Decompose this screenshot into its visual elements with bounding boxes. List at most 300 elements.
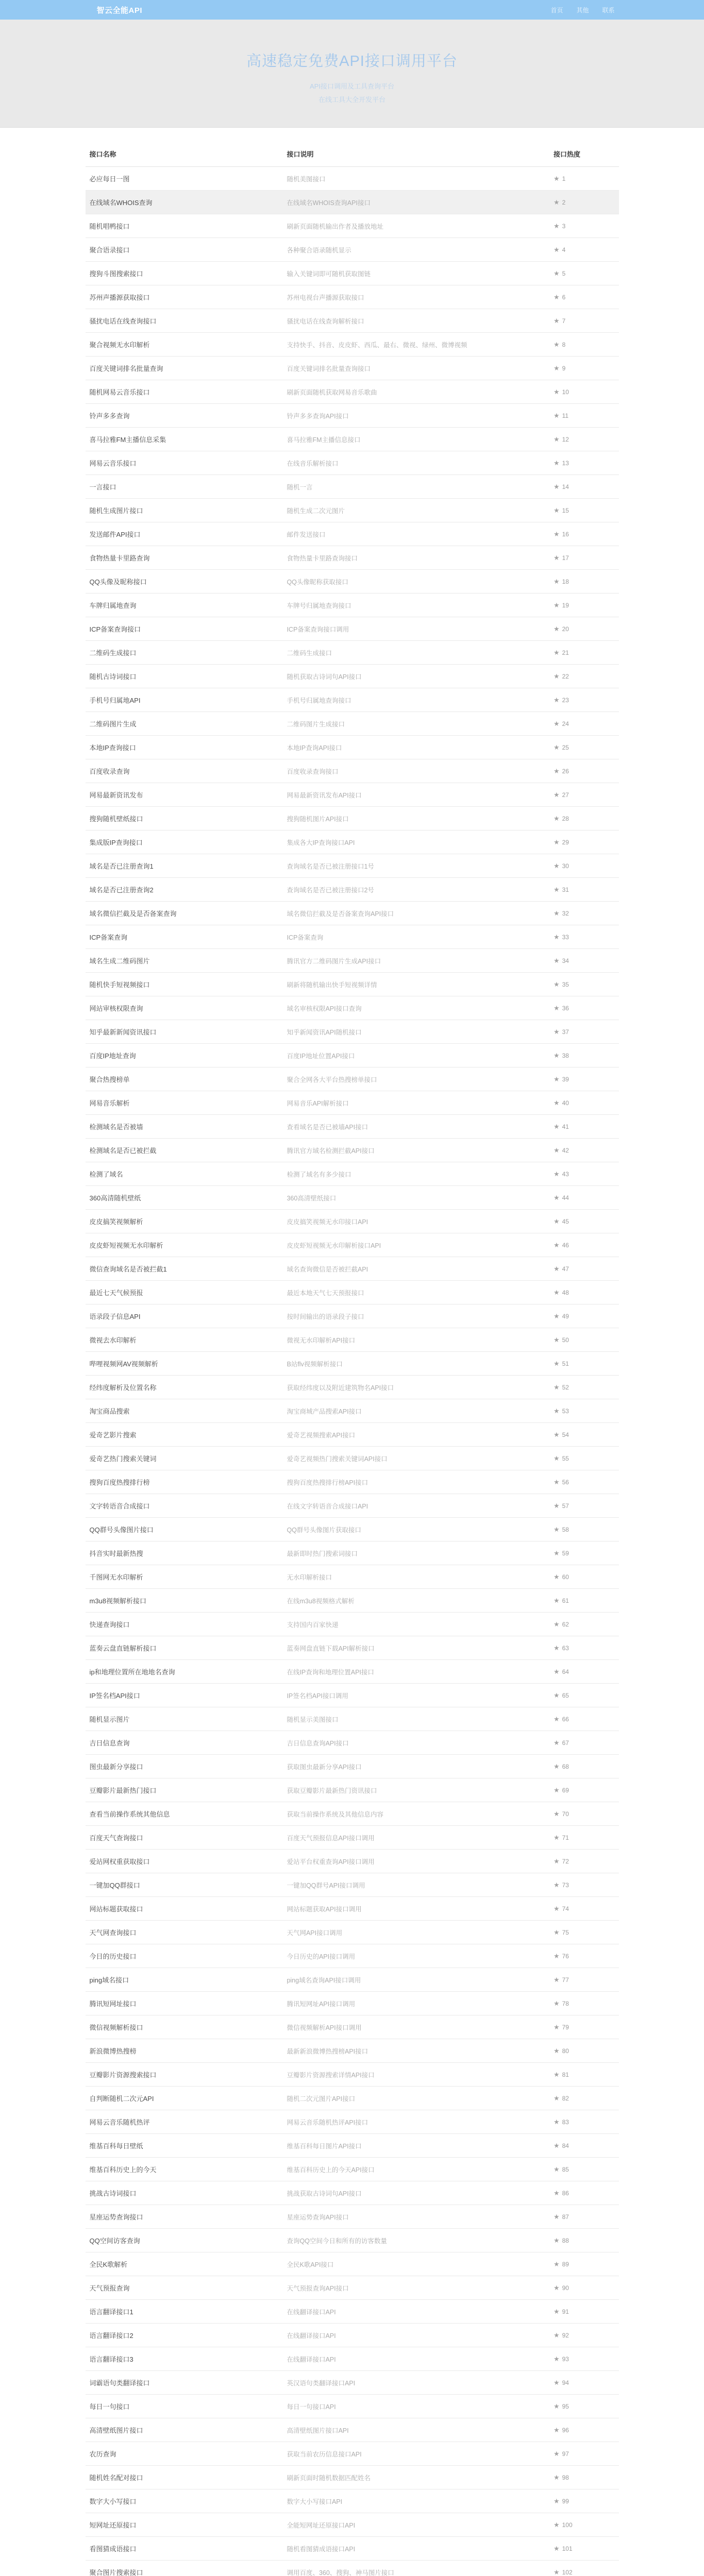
hot-count: 67 <box>562 1739 569 1747</box>
api-row[interactable] <box>86 2181 619 2205</box>
api-name[interactable]: 搜狗百度热搜排行榜 <box>86 1470 283 1494</box>
api-row[interactable] <box>86 546 619 570</box>
api-row[interactable] <box>86 214 619 238</box>
api-row[interactable] <box>86 1613 619 1636</box>
api-name[interactable]: 短网址还原接口 <box>86 2513 283 2537</box>
api-hot-cell <box>549 2489 619 2513</box>
api-hot-cell <box>549 2205 619 2229</box>
star-icon: ★ <box>554 2355 560 2363</box>
api-hot-cell <box>549 759 619 783</box>
hot-count: 1 <box>562 175 566 182</box>
api-name[interactable]: 车牌归属地查询 <box>86 594 283 617</box>
api-name[interactable]: 骚扰电话在线查询接口 <box>86 309 283 333</box>
api-row[interactable] <box>86 759 619 783</box>
nav-item-contact[interactable]: 联系 <box>602 6 614 14</box>
api-row[interactable] <box>86 641 619 665</box>
api-name[interactable]: 手机号归属地API <box>86 688 283 712</box>
api-name[interactable]: 蓝奏云盘直链解析接口 <box>86 1636 283 1660</box>
api-name[interactable]: 域名是否已注册查询1 <box>86 854 283 878</box>
api-name[interactable]: QQ头像及昵称接口 <box>86 570 283 594</box>
api-name[interactable]: 聚合热搜榜单 <box>86 1067 283 1091</box>
hot-count: 17 <box>562 554 569 562</box>
hot-count: 84 <box>562 2142 569 2149</box>
star-icon: ★ <box>554 412 560 419</box>
api-row[interactable] <box>86 2561 619 2576</box>
api-name[interactable]: 新浪微博热搜榜 <box>86 2039 283 2063</box>
api-name[interactable]: 搜狗斗图搜索接口 <box>86 262 283 285</box>
api-row[interactable] <box>86 2537 619 2561</box>
api-name[interactable]: 二维码生成接口 <box>86 641 283 665</box>
api-name[interactable]: 爱奇艺影片搜索 <box>86 1423 283 1447</box>
api-name[interactable]: 语言翻译接口2 <box>86 2324 283 2347</box>
api-row[interactable] <box>86 2229 619 2252</box>
api-name[interactable]: 文字转语音合成接口 <box>86 1494 283 1518</box>
api-row[interactable] <box>86 2395 619 2418</box>
api-description: 骚扰电话在线查询解析接口 <box>282 309 549 333</box>
api-name[interactable]: 腾讯短网址接口 <box>86 1992 283 2015</box>
api-row[interactable] <box>86 1684 619 1707</box>
api-row[interactable] <box>86 2324 619 2347</box>
api-name[interactable]: 聚合语录接口 <box>86 238 283 262</box>
api-description: 邮件发送接口 <box>282 522 549 546</box>
api-row[interactable] <box>86 1921 619 1944</box>
api-name[interactable]: 网易音乐解析 <box>86 1091 283 1115</box>
api-name[interactable]: 百度IP地址查询 <box>86 1044 283 1067</box>
hot-count: 76 <box>562 1953 569 1960</box>
hot-count: 78 <box>562 2000 569 2007</box>
api-name[interactable]: 词霸语句类翻译接口 <box>86 2371 283 2395</box>
api-name[interactable]: 维基百科历史上的今天 <box>86 2158 283 2181</box>
api-name[interactable]: 快递查询接口 <box>86 1613 283 1636</box>
api-name[interactable]: 域名微信拦截及是否备案查询 <box>86 902 283 925</box>
api-row[interactable] <box>86 712 619 736</box>
api-name[interactable]: 每日一句接口 <box>86 2395 283 2418</box>
api-row[interactable] <box>86 2039 619 2063</box>
star-icon: ★ <box>554 578 560 585</box>
api-name[interactable]: 域名是否已注册查询2 <box>86 878 283 902</box>
api-name[interactable]: 全民K歌解析 <box>86 2252 283 2276</box>
api-name[interactable]: 看图猜成语接口 <box>86 2537 283 2561</box>
api-hot-cell <box>549 262 619 285</box>
api-name[interactable]: ip和地理位置所在地地名查询 <box>86 1660 283 1684</box>
api-hot-cell <box>549 214 619 238</box>
hot-count: 91 <box>562 2308 569 2315</box>
star-icon: ★ <box>554 601 560 609</box>
api-hot-cell <box>549 380 619 404</box>
api-name[interactable]: ICP备案查询 <box>86 925 283 949</box>
hot-count: 101 <box>562 2545 573 2552</box>
api-name[interactable]: 最近七天气候预报 <box>86 1281 283 1304</box>
api-hot-cell <box>549 285 619 309</box>
api-description: 域名微信拦截及是否备案查询API接口 <box>282 902 549 925</box>
api-row[interactable] <box>86 973 619 996</box>
api-row[interactable] <box>86 1162 619 1186</box>
api-name[interactable]: 随机网易云音乐接口 <box>86 380 283 404</box>
hot-count: 42 <box>562 1147 569 1154</box>
star-icon: ★ <box>554 1834 560 1841</box>
api-name[interactable]: 自判断随机二次元API <box>86 2087 283 2110</box>
api-row[interactable] <box>86 1352 619 1376</box>
star-icon: ★ <box>554 1644 560 1652</box>
api-hot-cell <box>549 996 619 1020</box>
hot-count: 44 <box>562 1194 569 1201</box>
api-row[interactable] <box>86 925 619 949</box>
api-row[interactable] <box>86 1091 619 1115</box>
api-name[interactable]: 网易最新资讯发布 <box>86 783 283 807</box>
api-hot-cell <box>549 1755 619 1778</box>
api-name[interactable]: 爱奇艺热门搜索关键词 <box>86 1447 283 1470</box>
api-row[interactable] <box>86 1257 619 1281</box>
api-row[interactable] <box>86 238 619 262</box>
star-icon: ★ <box>554 2094 560 2102</box>
api-name[interactable]: IP签名档API接口 <box>86 1684 283 1707</box>
api-row[interactable] <box>86 333 619 357</box>
hot-count: 69 <box>562 1787 569 1794</box>
api-name[interactable]: 一言接口 <box>86 475 283 499</box>
api-row[interactable] <box>86 688 619 712</box>
api-row[interactable] <box>86 2134 619 2158</box>
site-logo[interactable]: 智云全能API <box>86 5 143 15</box>
api-row[interactable] <box>86 1186 619 1210</box>
api-name[interactable]: 微视去水印解析 <box>86 1328 283 1352</box>
api-name[interactable]: 皮皮搞笑视频解析 <box>86 1210 283 1233</box>
api-description: ICP备案查询 <box>282 925 549 949</box>
api-row[interactable] <box>86 1233 619 1257</box>
api-description: 天气预报查询API接口 <box>282 2276 549 2300</box>
api-row[interactable] <box>86 617 619 641</box>
api-name[interactable]: 哔哩视频网AV视频解析 <box>86 1352 283 1376</box>
api-name[interactable]: 铃声多多查询 <box>86 404 283 428</box>
api-row[interactable] <box>86 2252 619 2276</box>
star-icon: ★ <box>554 1857 560 1865</box>
api-description: 皮皮虾短视频无水印解析接口API <box>282 1233 549 1257</box>
api-row[interactable] <box>86 2110 619 2134</box>
hot-count: 96 <box>562 2427 569 2434</box>
hot-count: 40 <box>562 1099 569 1107</box>
api-name[interactable]: 查看当前操作系统其他信息 <box>86 1802 283 1826</box>
nav-item-home[interactable]: 首页 <box>550 6 563 14</box>
api-row[interactable] <box>86 1944 619 1968</box>
api-row[interactable] <box>86 1897 619 1921</box>
api-hot-cell <box>549 1636 619 1660</box>
api-row[interactable] <box>86 499 619 522</box>
api-row[interactable] <box>86 2276 619 2300</box>
hot-count: 19 <box>562 602 569 609</box>
api-row[interactable] <box>86 665 619 688</box>
api-name[interactable]: 发送邮件API接口 <box>86 522 283 546</box>
api-description: 刷新将随机输出快手短视频详情 <box>282 973 549 996</box>
api-hot-cell <box>549 404 619 428</box>
api-name[interactable]: 挑战古诗词接口 <box>86 2181 283 2205</box>
api-description: 腾讯短网址API接口调用 <box>282 1992 549 2015</box>
api-row[interactable] <box>86 736 619 759</box>
hero-subtitle-1: API接口调用及工具查询平台 <box>0 80 704 93</box>
api-row[interactable] <box>86 1565 619 1589</box>
api-description: 百度关键词排名批量查询接口 <box>282 357 549 380</box>
hot-count: 15 <box>562 507 569 514</box>
api-row[interactable] <box>86 285 619 309</box>
api-hot-cell <box>549 167 619 191</box>
api-row[interactable] <box>86 1304 619 1328</box>
hot-count: 75 <box>562 1929 569 1936</box>
api-name[interactable]: 检测域名是否已被拦截 <box>86 1139 283 1162</box>
api-row[interactable] <box>86 949 619 973</box>
api-name[interactable]: 必应每日一图 <box>86 167 283 191</box>
api-row[interactable] <box>86 854 619 878</box>
hot-count: 82 <box>562 2095 569 2102</box>
api-name[interactable]: 随机显示图片 <box>86 1707 283 1731</box>
api-name[interactable]: 高清壁纸图片接口 <box>86 2418 283 2442</box>
api-name[interactable]: 语录段子信息API <box>86 1304 283 1328</box>
api-name[interactable]: 豆瓣影片资源搜索接口 <box>86 2063 283 2087</box>
api-name[interactable]: 百度关键词排名批量查询 <box>86 357 283 380</box>
api-row[interactable] <box>86 1067 619 1091</box>
api-name[interactable]: 聚合视频无水印解析 <box>86 333 283 357</box>
api-row[interactable] <box>86 1470 619 1494</box>
api-name[interactable]: 数字大小写接口 <box>86 2489 283 2513</box>
hot-count: 9 <box>562 365 566 372</box>
api-row[interactable] <box>86 1802 619 1826</box>
star-icon: ★ <box>554 696 560 704</box>
api-row[interactable] <box>86 1328 619 1352</box>
api-row[interactable] <box>86 1992 619 2015</box>
api-hot-cell <box>549 1589 619 1613</box>
api-row[interactable] <box>86 594 619 617</box>
api-name[interactable]: 吉日信息查询 <box>86 1731 283 1755</box>
api-row[interactable] <box>86 570 619 594</box>
api-name[interactable]: 集成版IP查询接口 <box>86 831 283 854</box>
api-row[interactable] <box>86 1447 619 1470</box>
api-row[interactable] <box>86 2015 619 2039</box>
hot-count: 34 <box>562 957 569 964</box>
api-row[interactable] <box>86 1115 619 1139</box>
api-row[interactable] <box>86 1281 619 1304</box>
api-row[interactable] <box>86 1755 619 1778</box>
api-name[interactable]: 经纬度解析及位置名称 <box>86 1376 283 1399</box>
hot-count: 73 <box>562 1882 569 1889</box>
api-row[interactable] <box>86 783 619 807</box>
api-description: 查询域名是否已被注册接口1号 <box>282 854 549 878</box>
api-description: 英汉语句类翻译接口API <box>282 2371 549 2395</box>
api-row[interactable] <box>86 167 619 191</box>
api-hot-cell <box>549 1091 619 1115</box>
api-name[interactable]: 天气预报查询 <box>86 2276 283 2300</box>
api-row[interactable] <box>86 2063 619 2087</box>
hot-count: 2 <box>562 199 566 206</box>
api-row[interactable] <box>86 1731 619 1755</box>
api-row[interactable] <box>86 1210 619 1233</box>
api-row[interactable] <box>86 1826 619 1850</box>
api-description: 数字大小写接口API <box>282 2489 549 2513</box>
nav-item-other[interactable]: 其他 <box>576 6 589 14</box>
api-name[interactable]: 知乎最新新闻资讯接口 <box>86 1020 283 1044</box>
api-description: 检测了域名有多少接口 <box>282 1162 549 1186</box>
api-hot-cell <box>549 1162 619 1186</box>
api-row[interactable] <box>86 1707 619 1731</box>
api-row[interactable] <box>86 1399 619 1423</box>
api-hot-cell <box>549 2134 619 2158</box>
api-row[interactable] <box>86 831 619 854</box>
api-name[interactable]: 语言翻译接口3 <box>86 2347 283 2371</box>
api-row[interactable] <box>86 1518 619 1541</box>
api-row[interactable] <box>86 1660 619 1684</box>
api-row[interactable] <box>86 1850 619 1873</box>
api-row[interactable] <box>86 1494 619 1518</box>
api-name[interactable]: 本地IP查询接口 <box>86 736 283 759</box>
hot-count: 87 <box>562 2213 569 2221</box>
api-row[interactable] <box>86 2418 619 2442</box>
api-name[interactable]: 百度收录查询 <box>86 759 283 783</box>
api-row[interactable] <box>86 1873 619 1897</box>
api-row[interactable] <box>86 807 619 831</box>
top-navbar <box>0 0 704 20</box>
api-name[interactable]: ICP备案查询接口 <box>86 617 283 641</box>
api-row[interactable] <box>86 2371 619 2395</box>
api-description: 知乎新闻资讯API随机接口 <box>282 1020 549 1044</box>
api-name[interactable]: 网站标题获取接口 <box>86 1897 283 1921</box>
api-row[interactable] <box>86 1044 619 1067</box>
api-name[interactable]: 检测了域名 <box>86 1162 283 1186</box>
api-row[interactable] <box>86 2300 619 2324</box>
api-name[interactable]: QQ群号头像图片接口 <box>86 1518 283 1541</box>
star-icon: ★ <box>554 1478 560 1486</box>
api-row[interactable] <box>86 996 619 1020</box>
api-name[interactable]: 网易云音乐接口 <box>86 451 283 475</box>
star-icon: ★ <box>554 1976 560 1984</box>
hot-count: 74 <box>562 1905 569 1912</box>
api-row[interactable] <box>86 2158 619 2181</box>
star-icon: ★ <box>554 980 560 988</box>
api-row[interactable] <box>86 451 619 475</box>
star-icon: ★ <box>554 2236 560 2244</box>
api-name[interactable]: 淘宝商品搜索 <box>86 1399 283 1423</box>
api-name[interactable]: 在线域名WHOIS查询 <box>86 191 283 214</box>
api-row[interactable] <box>86 1020 619 1044</box>
api-name[interactable]: 随机古诗词接口 <box>86 665 283 688</box>
api-name[interactable]: 食物热量卡里路查询 <box>86 546 283 570</box>
api-row[interactable] <box>86 1778 619 1802</box>
api-row[interactable] <box>86 1376 619 1399</box>
star-icon: ★ <box>554 1905 560 1912</box>
api-row[interactable] <box>86 2205 619 2229</box>
api-name[interactable]: 随机生成图片接口 <box>86 499 283 522</box>
api-name[interactable]: 百度天气查询接口 <box>86 1826 283 1850</box>
api-name[interactable]: 千图网无水印解析 <box>86 1565 283 1589</box>
api-name[interactable]: 检测域名是否被墙 <box>86 1115 283 1139</box>
api-description: 在线m3u8视频格式解析 <box>282 1589 549 1613</box>
api-name[interactable]: 网易云音乐随机热评 <box>86 2110 283 2134</box>
api-name[interactable]: 星座运势查询接口 <box>86 2205 283 2229</box>
api-hot-cell <box>549 1613 619 1636</box>
api-row[interactable] <box>86 878 619 902</box>
star-icon: ★ <box>554 1360 560 1367</box>
api-row[interactable] <box>86 2466 619 2489</box>
api-hot-cell <box>549 594 619 617</box>
api-name[interactable]: 微信视频解析接口 <box>86 2015 283 2039</box>
star-icon: ★ <box>554 2023 560 2031</box>
api-name[interactable]: 360高清随机壁纸 <box>86 1186 283 1210</box>
api-row[interactable] <box>86 1423 619 1447</box>
api-row[interactable] <box>86 2489 619 2513</box>
column-header-1: 接口说明 <box>282 141 549 167</box>
api-row[interactable] <box>86 1139 619 1162</box>
api-name[interactable]: QQ空间访客查询 <box>86 2229 283 2252</box>
api-description: 支持国内百家快递 <box>282 1613 549 1636</box>
api-name[interactable]: ping域名接口 <box>86 1968 283 1992</box>
api-row[interactable] <box>86 309 619 333</box>
api-name[interactable]: 随机快手短视频接口 <box>86 973 283 996</box>
api-name[interactable]: 一键加QQ群接口 <box>86 1873 283 1897</box>
api-name[interactable]: 随机唱鸭接口 <box>86 214 283 238</box>
api-name[interactable]: 聚合图片搜索接口 <box>86 2561 283 2576</box>
api-row[interactable] <box>86 191 619 214</box>
api-row[interactable] <box>86 902 619 925</box>
star-icon: ★ <box>554 2047 560 2055</box>
api-row[interactable] <box>86 475 619 499</box>
api-row[interactable] <box>86 357 619 380</box>
api-name[interactable]: 维基百科每日壁纸 <box>86 2134 283 2158</box>
api-row[interactable] <box>86 2087 619 2110</box>
api-row[interactable] <box>86 404 619 428</box>
api-name[interactable]: 语言翻译接口1 <box>86 2300 283 2324</box>
api-row[interactable] <box>86 428 619 451</box>
api-name[interactable]: m3u8视频解析接口 <box>86 1589 283 1613</box>
api-name[interactable]: 随机姓名配对接口 <box>86 2466 283 2489</box>
api-name[interactable]: 天气网查询接口 <box>86 1921 283 1944</box>
hot-count: 45 <box>562 1218 569 1225</box>
hot-count: 47 <box>562 1265 569 1273</box>
hot-count: 102 <box>562 2569 573 2576</box>
api-name[interactable]: 喜马拉雅FM主播信息采集 <box>86 428 283 451</box>
api-table <box>86 141 619 2576</box>
api-name[interactable]: 爱站网权重获取接口 <box>86 1850 283 1873</box>
api-name[interactable]: 今日的历史接口 <box>86 1944 283 1968</box>
api-description: 随机看图猜成语接口API <box>282 2537 549 2561</box>
api-description: 网易最新资讯发布API接口 <box>282 783 549 807</box>
hot-count: 37 <box>562 1028 569 1036</box>
api-name[interactable]: 皮皮虾短视频无水印解析 <box>86 1233 283 1257</box>
api-row[interactable] <box>86 2347 619 2371</box>
hero-banner <box>0 20 704 128</box>
api-name[interactable]: 农历查询 <box>86 2442 283 2466</box>
api-row[interactable] <box>86 380 619 404</box>
hot-count: 16 <box>562 531 569 538</box>
api-name[interactable]: 网站审核权限查询 <box>86 996 283 1020</box>
api-name[interactable]: 苏州声播源获取接口 <box>86 285 283 309</box>
api-row[interactable] <box>86 2513 619 2537</box>
api-name[interactable]: 微信查询域名是否被拦截1 <box>86 1257 283 1281</box>
api-row[interactable] <box>86 1589 619 1613</box>
api-name[interactable]: 豆瓣影片最新热门接口 <box>86 1778 283 1802</box>
api-hot-cell <box>549 925 619 949</box>
api-row[interactable] <box>86 1541 619 1565</box>
api-row[interactable] <box>86 1968 619 1992</box>
api-description: 皮皮搞笑视频无水印接口API <box>282 1210 549 1233</box>
api-name[interactable]: 二维码图片生成 <box>86 712 283 736</box>
api-name[interactable]: 图虫最新分享接口 <box>86 1755 283 1778</box>
api-row[interactable] <box>86 1636 619 1660</box>
star-icon: ★ <box>554 2284 560 2292</box>
star-icon: ★ <box>554 388 560 396</box>
api-name[interactable]: 搜狗随机壁纸接口 <box>86 807 283 831</box>
star-icon: ★ <box>554 1146 560 1154</box>
star-icon: ★ <box>554 341 560 348</box>
api-row[interactable] <box>86 2442 619 2466</box>
api-row[interactable] <box>86 522 619 546</box>
api-name[interactable]: 域名生成二维码图片 <box>86 949 283 973</box>
api-name[interactable]: 抖音实时最新热搜 <box>86 1541 283 1565</box>
api-row[interactable] <box>86 262 619 285</box>
